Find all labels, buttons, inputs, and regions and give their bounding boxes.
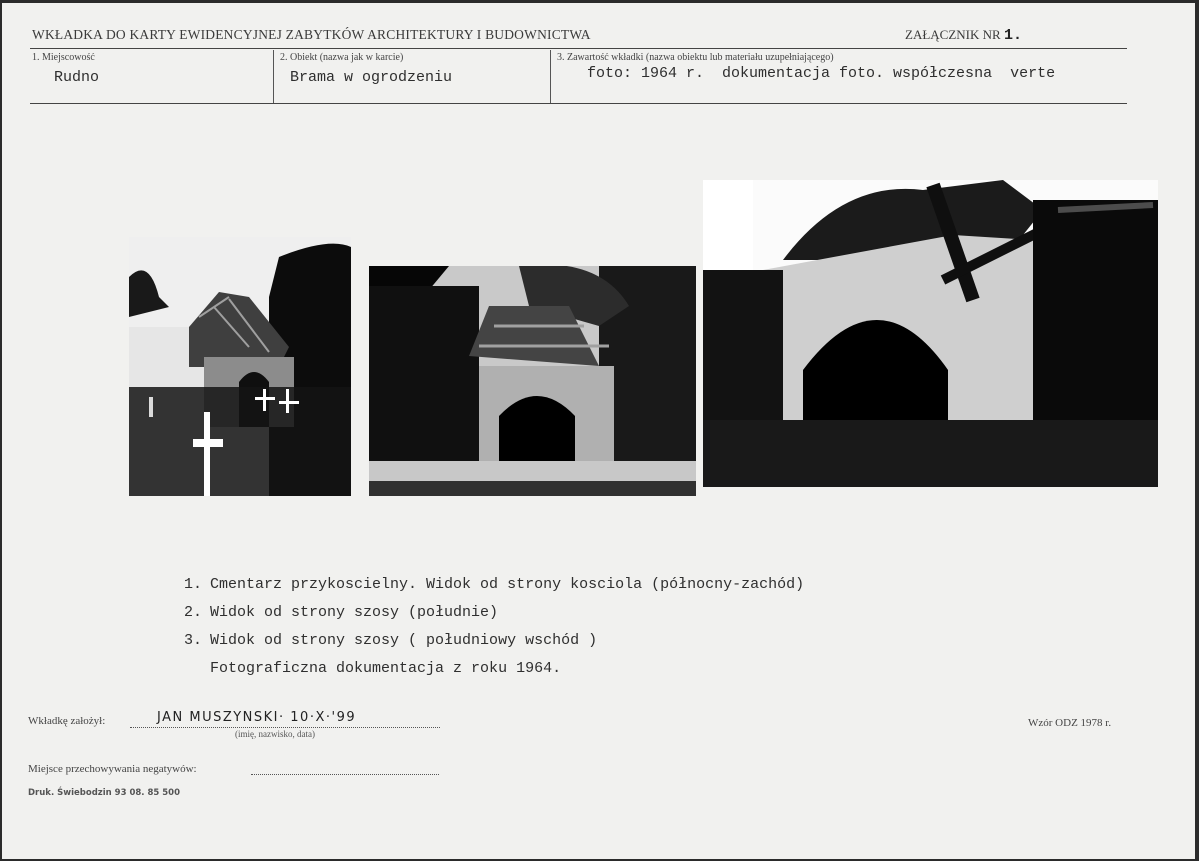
document-sheet	[2, 3, 1195, 859]
photo-3-gate-arch-closeup	[703, 180, 1158, 487]
created-by-hint: (imię, nazwisko, data)	[235, 729, 315, 739]
field-object-label: 2. Obiekt (nazwa jak w karcie)	[280, 52, 404, 63]
field-location-value: Rudno	[54, 69, 100, 86]
caption-number: 3.	[184, 632, 203, 649]
printer-info: Druk. Świebodzin 93 08. 85 500	[28, 788, 181, 798]
annex-number: 1.	[1003, 27, 1022, 44]
field-contents-value: foto: 1964 r. dokumentacja foto. współczesna verte	[587, 65, 1056, 82]
caption-text: Cmentarz przykoscielny. Widok od strony kosciola (północny-zachód)	[210, 576, 805, 593]
photo-1-cemetery-gate	[129, 237, 351, 496]
negatives-location-label: Miejsce przechowywania negatywów:	[28, 763, 197, 775]
photo-captions	[130, 543, 805, 677]
field-location-label: 1. Miejscowość	[32, 52, 95, 63]
caption-number: 1.	[184, 576, 203, 593]
photo-2-gate-from-road	[369, 266, 696, 496]
field-divider-1	[273, 50, 274, 103]
header-bottom-rule	[30, 103, 1127, 104]
field-contents-label: 3. Zawartość wkładki (nazwa obiektu lub materiału uzupełniającego)	[557, 52, 834, 63]
caption-text: Fotograficzna dokumentacja z roku 1964.	[210, 660, 562, 677]
negatives-location-field	[251, 774, 439, 775]
caption-number: 2.	[184, 604, 203, 621]
created-by-line	[130, 727, 440, 728]
form-title: WKŁADKA DO KARTY EWIDENCYJNEJ ZABYTKÓW ARCHITEKTURY I BUDOWNICTWA	[32, 27, 591, 42]
header-top-rule	[30, 48, 1127, 49]
annex-label-text: ZAŁĄCZNIK NR	[905, 27, 1001, 42]
caption-text: Widok od strony szosy (południe)	[210, 604, 499, 621]
annex-label	[905, 27, 1022, 44]
field-divider-2	[550, 50, 551, 103]
caption-text: Widok od strony szosy ( południowy wschód )	[210, 632, 598, 649]
created-by-value: JAN MUSZYNSKI· 10·X·'99	[157, 710, 357, 725]
field-object-value: Brama w ogrodzeniu	[290, 69, 453, 86]
form-version: Wzór ODZ 1978 r.	[1028, 717, 1112, 729]
created-by-label: Wkładkę założył:	[28, 715, 106, 727]
caption-item-1	[130, 543, 805, 593]
